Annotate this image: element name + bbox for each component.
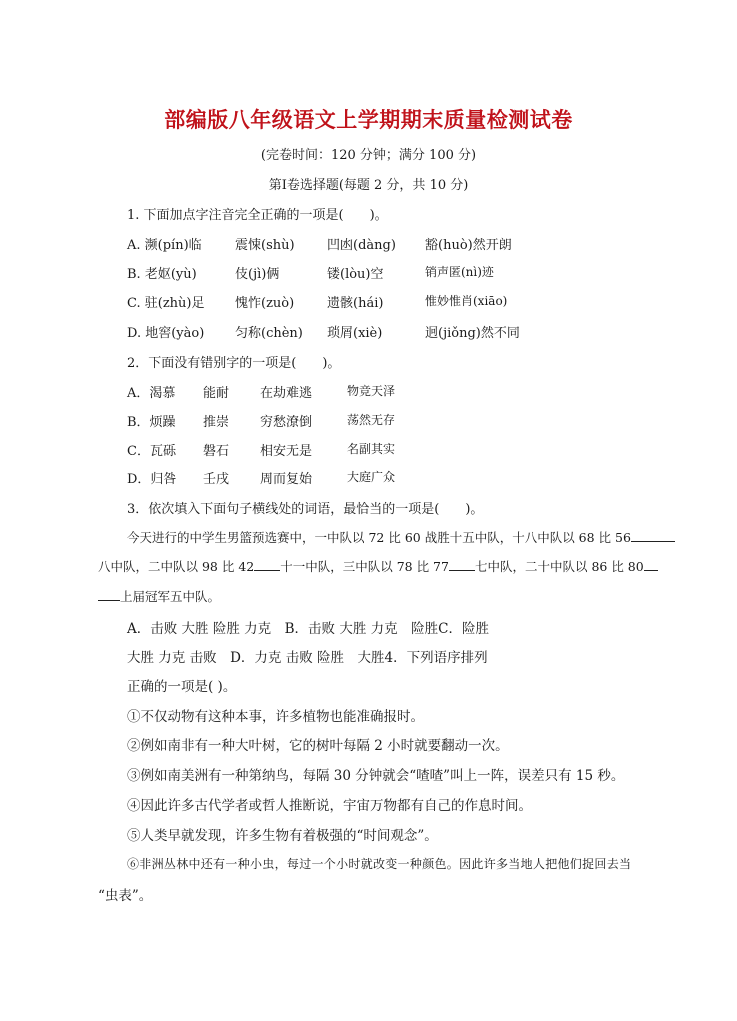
q2-option-c xyxy=(127,440,547,458)
q3-options-line-2: 大胜 力克 击败 D．力克 击败 险胜 大胜4．下列语序排列 xyxy=(127,650,488,666)
q4-item-3: ③例如南美洲有一种第纳鸟，每隔 30 分钟就会“喳喳”叫上一阵，误差只有 15 秒。 xyxy=(127,768,625,784)
q3-blank-3 xyxy=(449,558,475,571)
q1-d-1: D. 地窖(yào) xyxy=(127,326,205,341)
section-heading: 第Ⅰ卷选择题(每题 2 分，共 10 分) xyxy=(268,178,469,193)
q4-lead: 正确的一项是( )。 xyxy=(127,679,237,695)
q1-option-c xyxy=(127,292,547,310)
q2-b-2: 推崇 xyxy=(203,415,230,430)
q1-stem: 1. 下面加点字注音完全正确的一项是( )。 xyxy=(127,208,388,223)
q3-blank-4a xyxy=(644,558,658,571)
q1-d-2: 匀称(chèn) xyxy=(235,326,303,341)
q2-c-3: 相安无是 xyxy=(260,444,313,459)
q3-passage-line-1 xyxy=(127,528,675,546)
q1-option-a xyxy=(127,234,547,252)
q4-item-5: ⑤人类早就发现，许多生物有着极强的“时间观念”。 xyxy=(127,828,438,844)
q2-c-2: 磐石 xyxy=(203,444,230,459)
q3-passage-text-2b: 十一中队，三中队以 78 比 77 xyxy=(280,559,449,574)
exam-title: 部编版八年级语文上学期期末质量检测试卷 xyxy=(164,108,573,132)
q2-option-a xyxy=(127,382,547,400)
q3-blank-1 xyxy=(631,529,675,542)
q3-options-line-1: A．击败 大胜 险胜 力克 B．击败 大胜 力克 险胜C．险胜 xyxy=(127,621,489,637)
q2-d-4: 大庭广众 xyxy=(347,470,396,484)
q3-stem: 3．依次填入下面句子横线处的词语，最恰当的一项是( )。 xyxy=(127,502,484,517)
q2-a-4: 物竞天泽 xyxy=(347,384,396,398)
q2-a-1: A．渴慕 xyxy=(127,386,176,401)
q1-option-d xyxy=(127,322,547,340)
q4-item-6-tail: “虫表”。 xyxy=(98,888,153,904)
q2-d-1: D．归咎 xyxy=(127,472,177,487)
q1-c-4: 惟妙惟肖(xiāo) xyxy=(425,294,508,308)
q2-b-3: 穷愁潦倒 xyxy=(260,415,313,430)
q1-a-1: A. 濒(pín)临 xyxy=(127,238,202,253)
q1-d-4: 迥(jiǒng)然不同 xyxy=(425,326,520,341)
q3-passage-text-2c: 七中队，二十中队以 86 比 80 xyxy=(474,559,644,574)
q2-c-4: 名副其实 xyxy=(347,442,396,456)
q1-option-b xyxy=(127,263,547,281)
q4-item-1: ①不仅动物有这种本事，许多植物也能准确报时。 xyxy=(127,709,424,725)
q1-c-1: C. 驻(zhù)足 xyxy=(127,296,205,311)
q2-option-b xyxy=(127,411,547,429)
q3-passage-line-3 xyxy=(98,587,220,605)
q3-passage-text-1: 今天进行的中学生男篮预选赛中，一中队以 72 比 60 战胜十五中队，十八中队以 68 比 56 xyxy=(127,530,631,545)
q2-d-2: 壬戌 xyxy=(203,472,230,487)
q3-passage-text-3: 上届冠军五中队。 xyxy=(120,589,221,604)
q1-b-3: 镂(lòu)空 xyxy=(327,267,384,282)
q1-a-2: 震悚(shù) xyxy=(235,238,295,253)
q3-passage-line-2 xyxy=(98,557,658,575)
exam-time-info: (完卷时间：120 分钟；满分 100 分) xyxy=(260,148,477,163)
q1-a-3: 凹凼(dàng) xyxy=(327,238,396,253)
q2-b-1: B．烦躁 xyxy=(127,415,176,430)
q3-blank-2 xyxy=(254,558,280,571)
q2-a-2: 能耐 xyxy=(203,386,230,401)
q1-b-4: 销声匿(nì)迹 xyxy=(425,265,494,279)
q3-blank-4b xyxy=(98,588,120,601)
q2-option-d xyxy=(127,468,547,486)
q4-item-6: ⑥非洲丛林中还有一种小虫，每过一个小时就改变一种颜色。因此许多当地人把他们捉回去当 xyxy=(127,857,632,871)
q2-d-3: 周而复始 xyxy=(260,472,313,487)
q3-passage-text-2a: 八中队，二中队以 98 比 42 xyxy=(98,559,255,574)
q1-b-1: B. 老妪(yù) xyxy=(127,267,197,282)
q1-d-3: 琐屑(xiè) xyxy=(327,326,383,341)
q4-item-4: ④因此许多古代学者或哲人推断说，宇宙万物都有自己的作息时间。 xyxy=(127,798,532,814)
q1-b-2: 伎(jì)俩 xyxy=(235,267,280,282)
q2-b-4: 荡然无存 xyxy=(347,413,396,427)
q1-a-4: 豁(huò)然开朗 xyxy=(425,238,512,253)
q4-item-2: ②例如南非有一种大叶树，它的树叶每隔 2 小时就要翻动一次。 xyxy=(127,738,509,754)
q1-c-3: 遗骸(hái) xyxy=(327,296,384,311)
q2-c-1: C．瓦砾 xyxy=(127,444,176,459)
q2-a-3: 在劫难逃 xyxy=(260,386,313,401)
q1-c-2: 愧怍(zuò) xyxy=(235,296,295,311)
q2-stem: 2．下面没有错别字的一项是( )。 xyxy=(127,356,341,371)
